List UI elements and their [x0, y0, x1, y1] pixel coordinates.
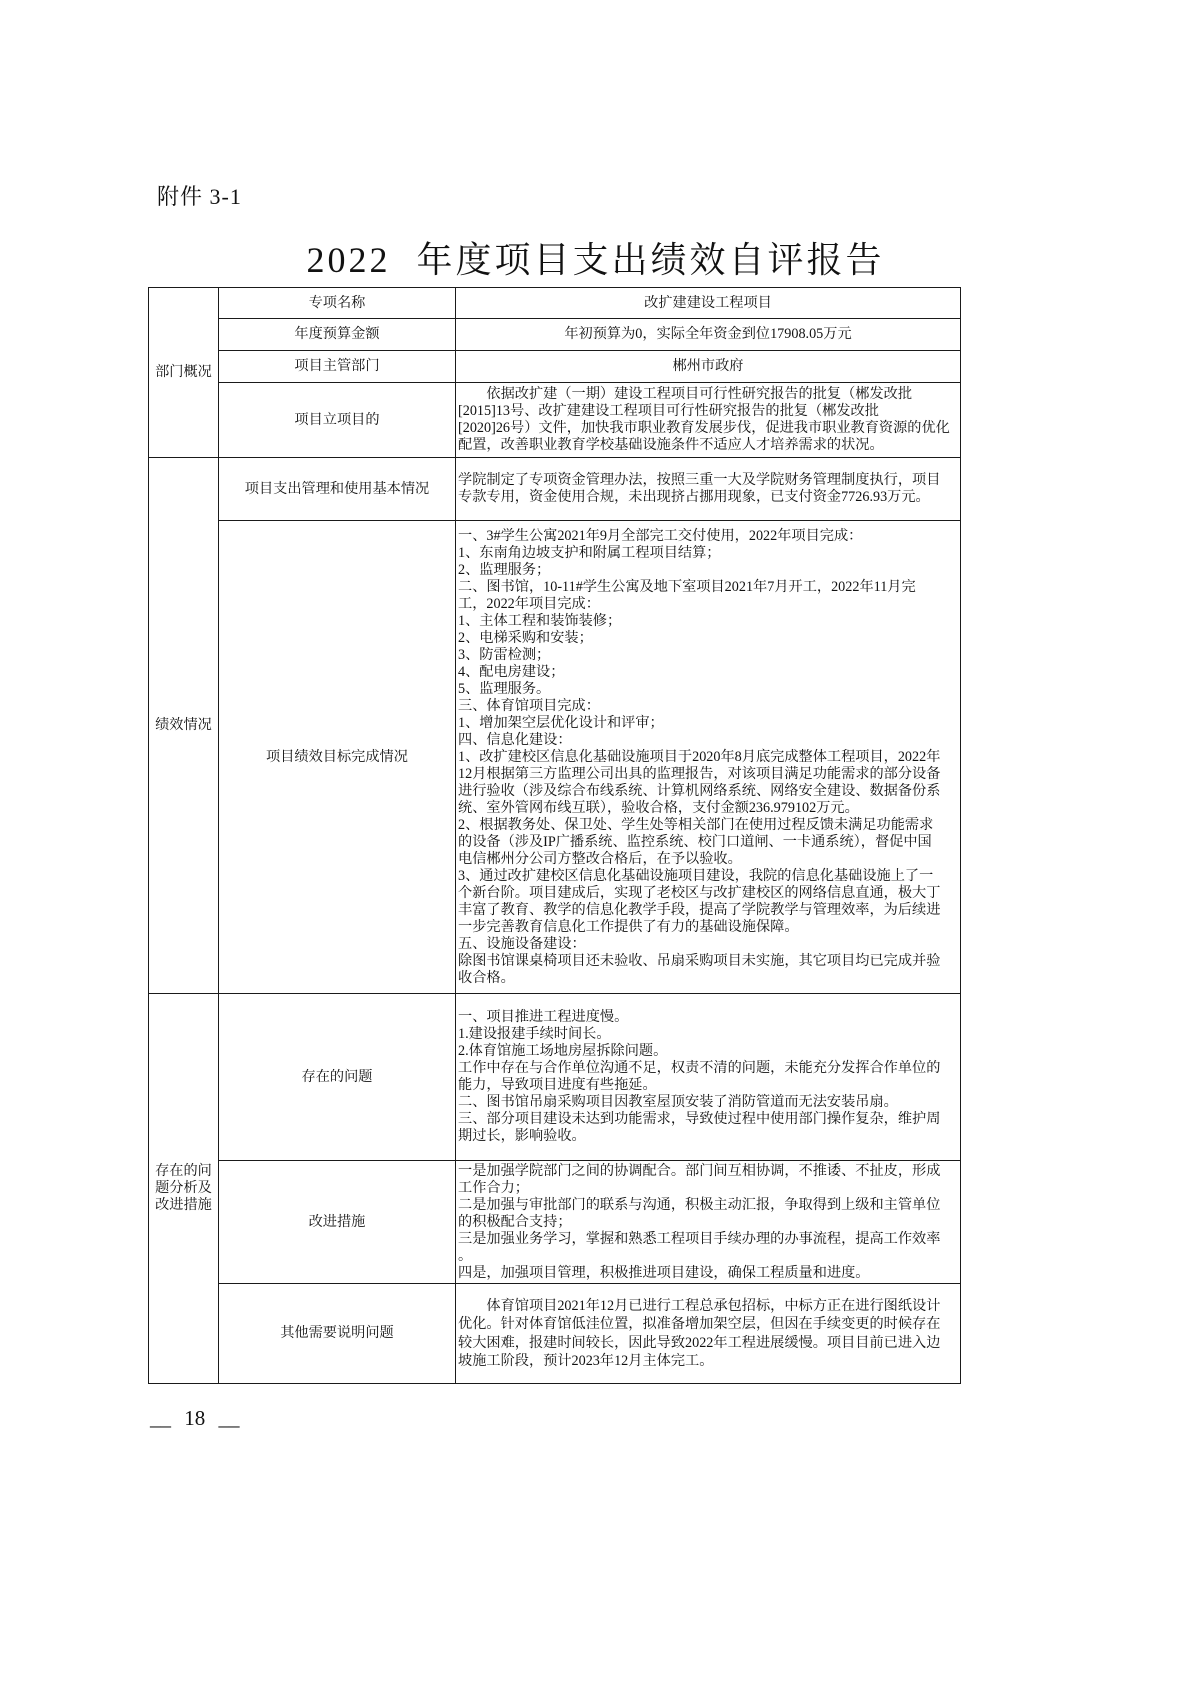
goal-completion-text — [456, 521, 961, 994]
text-line: 1、东南角边坡支护和附属工程项目结算； — [458, 544, 721, 561]
report-title: 2022 年度项目支出绩效自评报告 — [306, 240, 885, 280]
text-line: 一、项目推进工程进度慢。 — [458, 1009, 629, 1025]
text-line: 期过长，影响验收。 — [458, 1128, 586, 1144]
existing-problems-text — [456, 994, 961, 1161]
text-line: 一、3#学生公寓2021年9月全部完工交付使用，2022年项目完成： — [458, 527, 863, 544]
performance-self-evaluation-table — [148, 287, 961, 1384]
table-row-project-name — [149, 288, 961, 319]
text-line: 三是加强业务学习，掌握和熟悉工程项目手续办理的办事流程，提高工作效率 — [458, 1230, 941, 1247]
table-row-improvement-measures — [149, 1161, 961, 1284]
text-line: 3、防雷检测； — [458, 646, 551, 663]
text-line: 1.建设报建手续时间长。 — [458, 1026, 611, 1042]
text-line: 优化。针对体育馆低洼位置，拟准备增加架空层，但因在手续变更的时候存在 — [458, 1316, 941, 1333]
row-label-fund-management: 项目支出管理和使用基本情况 — [219, 458, 456, 521]
row-label-project-name: 专项名称 — [219, 288, 456, 319]
table-row-supervising-department — [149, 351, 961, 383]
text-line: 。 — [458, 1247, 473, 1264]
text-line: 工，2022年项目完成： — [458, 595, 600, 612]
text-line: 的积极配合支持； — [458, 1213, 572, 1230]
text-line: 五、设施设备建设： — [458, 935, 586, 952]
text-line: 二是加强与审批部门的联系与沟通，积极主动汇报，争取得到上级和主管单位 — [458, 1196, 941, 1213]
project-name-value: 改扩建建设工程项目 — [456, 288, 961, 319]
text-line: 2、根据教务处、保卫处、学生处等相关部门在使用过程反馈未满足功能需求 — [458, 816, 934, 833]
row-label-improvement-measures: 改进措施 — [219, 1161, 456, 1284]
text-line: 3、通过改扩建校区信息化基础设施项目建设，我院的信息化基础设施上了一 — [458, 867, 934, 884]
text-line: 工作中存在与合作单位沟通不足，权责不清的问题，未能充分发挥合作单位的 — [458, 1060, 941, 1076]
text-line: [2015]13号、改扩建建设工程项目可行性研究报告的批复（郴发改批 — [458, 403, 879, 419]
text-line: 收合格。 — [458, 969, 515, 986]
text-line: 1、改扩建校区信息化基础设施项目于2020年8月底完成整体工程项目，2022年 — [458, 748, 941, 765]
section-label-performance: 绩效情况 — [149, 458, 219, 994]
other-notes-text — [456, 1284, 961, 1384]
text-line: 进行验收（涉及综合布线系统、计算机网络系统、网络安全建设、数据备份系 — [458, 782, 941, 799]
improvement-measures-text — [456, 1161, 961, 1284]
text-line: 4、配电房建设； — [458, 663, 565, 680]
row-label-other-notes: 其他需要说明问题 — [219, 1284, 456, 1384]
text-line: 的设备（涉及IP广播系统、监控系统、校门口道闸、一卡通系统），督促中国 — [458, 833, 932, 850]
text-line: 工作合力； — [458, 1179, 529, 1196]
text-line: 个新台阶。项目建成后，实现了老校区与改扩建校区的网络信息直通，极大丁 — [458, 884, 941, 901]
text-line: 一是加强学院部门之间的协调配合。部门间互相协调，不推诿、不扯皮，形成 — [458, 1162, 941, 1179]
text-line: 1、主体工程和装饰装修； — [458, 612, 622, 629]
table-row-existing-problems — [149, 994, 961, 1161]
text-line: 2、电梯采购和安装； — [458, 629, 593, 646]
text-line: 配置，改善职业教育学校基础设施条件不适应人才培养需求的状况。 — [458, 437, 884, 453]
row-label-existing-problems: 存在的问题 — [219, 994, 456, 1161]
attachment-label: 附件 3-1 — [157, 184, 242, 209]
row-label-goal-completion: 项目绩效目标完成情况 — [219, 521, 456, 994]
text-line: 四、信息化建设： — [458, 731, 572, 748]
table-row-project-purpose — [149, 383, 961, 458]
row-label-project-purpose: 项目立项目的 — [219, 383, 456, 458]
text-line: 电信郴州分公司方整改合格后，在予以验收。 — [458, 850, 742, 867]
text-line: 2.体育馆施工场地房屋拆除问题。 — [458, 1043, 668, 1059]
text-line: 二、图书馆，10-11#学生公寓及地下室项目2021年7月开工，2022年11月完 — [458, 578, 916, 595]
page-number: __ 18 __ — [150, 1406, 240, 1430]
text-line: 统、室外管网布线互联），验收合格，支付金额236.979102万元。 — [458, 799, 859, 816]
section-label-issues-and-measures: 存在的问题分析及改进措施 — [149, 994, 219, 1384]
text-line: 学院制定了专项资金管理办法，按照三重一大及学院财务管理制度执行，项目 — [458, 472, 941, 488]
text-line: 丰富了教育、教学的信息化教学手段，提高了学院教学与管理效率，为后续进 — [458, 901, 941, 918]
text-line: 5、监理服务。 — [458, 680, 551, 697]
text-line: 2、监理服务； — [458, 561, 551, 578]
text-line: 四是，加强项目管理，积极推进项目建设，确保工程质量和进度。 — [458, 1264, 870, 1281]
row-label-supervising-department: 项目主管部门 — [219, 351, 456, 383]
text-line: 依据改扩建（一期）建设工程项目可行性研究报告的批复（郴发改批 — [486, 386, 913, 402]
text-line: 坡施工阶段，预计2023年12月主体完工。 — [458, 1352, 714, 1369]
text-line: 能力，导致项目进度有些拖延。 — [458, 1077, 657, 1093]
annual-budget-value: 年初预算为0，实际全年资金到位17908.05万元 — [456, 319, 961, 351]
table-row-goal-completion — [149, 521, 961, 994]
text-line: [2020]26号）文件，加快我市职业教育发展步伐，促进我市职业教育资源的优化 — [458, 420, 950, 436]
text-line: 一步完善教育信息化工作提供了有力的基础设施保障。 — [458, 918, 799, 935]
row-label-annual-budget: 年度预算金额 — [219, 319, 456, 351]
text-line: 三、体育馆项目完成： — [458, 697, 600, 714]
section-label-department-overview: 部门概况 — [149, 288, 219, 458]
table-row-fund-management — [149, 458, 961, 521]
text-line: 体育馆项目2021年12月已进行工程总承包招标，中标方正在进行图纸设计 — [486, 1297, 941, 1314]
text-line: 专款专用，资金使用合规，未出现挤占挪用现象，已支付资金7726.93万元。 — [458, 489, 930, 505]
table-row-annual-budget — [149, 319, 961, 351]
table-body — [149, 288, 961, 1384]
text-line: 1、增加架空层优化设计和评审； — [458, 714, 664, 731]
project-purpose-text — [456, 383, 961, 458]
text-line: 三、部分项目建设未达到功能需求，导致使过程中使用部门操作复杂，维护周 — [458, 1111, 941, 1127]
text-line: 除图书馆课桌椅项目还未验收、吊扇采购项目未实施，其它项目均已完成并验 — [458, 952, 941, 969]
text-line: 12月根据第三方监理公司出具的监理报告，对该项目满足功能需求的部分设备 — [458, 765, 941, 782]
text-line: 较大困难，报建时间较长，因此导致2022年工程进展缓慢。项目目前已进入边 — [458, 1334, 941, 1351]
text-line: 二、图书馆吊扇采购项目因教室屋顶安装了消防管道而无法安装吊扇。 — [458, 1094, 898, 1110]
fund-management-text — [456, 458, 961, 521]
supervising-department-value: 郴州市政府 — [456, 351, 961, 383]
table-row-other-notes — [149, 1284, 961, 1384]
